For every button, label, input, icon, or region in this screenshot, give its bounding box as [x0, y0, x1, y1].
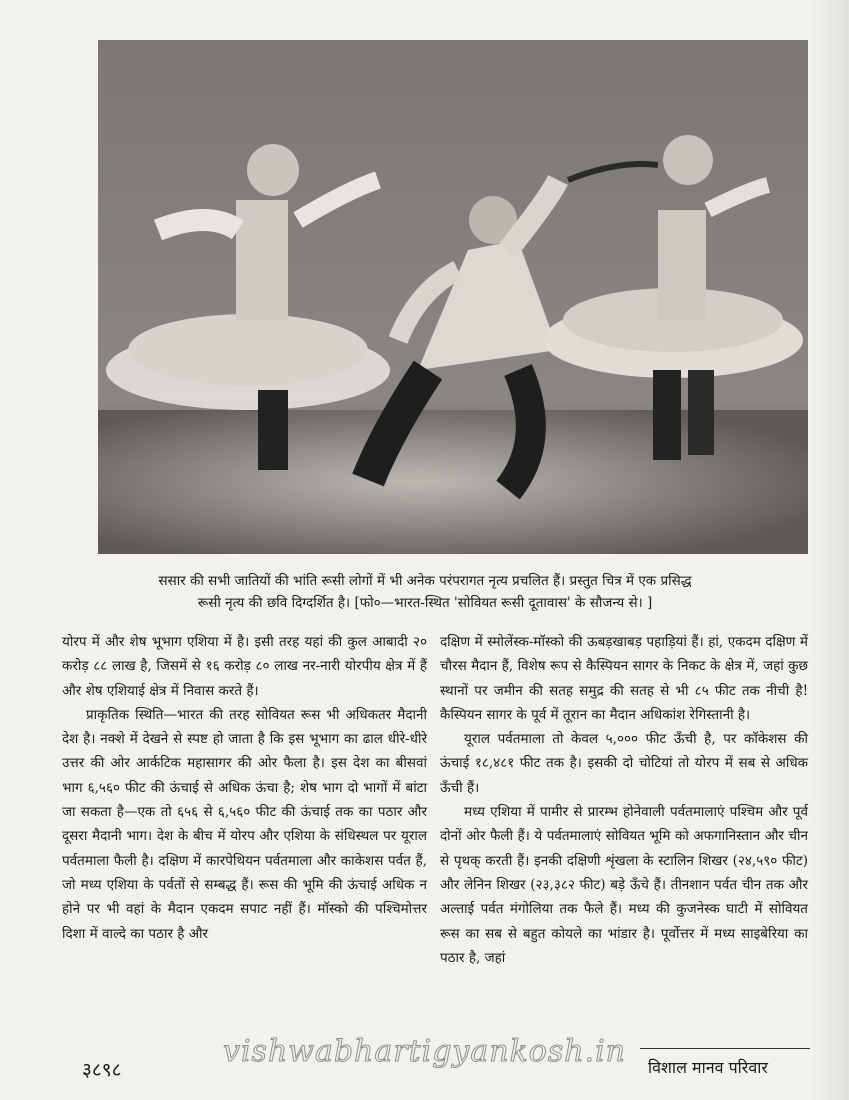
right-paragraph-1: दक्षिण में स्मोलेंस्क-मॉस्को की ऊबड़खाबड़ पहाड़ियां हैं। हां, एकदम दक्षिण में चौरस मैदान हैं, विशेष रूप से कैस्पियन सागर के निकट के क्षेत्र में, जहां कुछ स्थानों पर जमीन की सतह समुद्र की सतह से भी ८५ फीट तक नीची है! कैस्पियन सागर के पूर्व में तूरान का मैदान अधिकांश रेगिस्तानी है। — [440, 634, 808, 723]
footer-divider — [640, 1048, 810, 1049]
left-paragraph-2: प्राकृतिक स्थिति—भारत की तरह सोवियत रूस भी अधिकतर मैदानी देश है। नक्शे में देखने से स्पष्ट हो जाता है कि इस भूभाग का ढाल धीरे-धीरे उत्तर की ओर आर्कटिक महासागर की ओर फैला है। इस देश का बीसवां भाग ६,५६० फीट की ऊंचाई से अधिक ऊंचा है; शेष भाग दो भागों में बांटा जा सकता है—एक तो ६५६ से ६,५६० फीट की ऊंचाई तक का पठार और दूसरा मैदानी भाग। देश के बीच में योरप और एशिया के संधिस्थल पर यूराल पर्वतमाला फैली है। दक्षिण में कारपेथियन पर्वतमाला और काकेशस पर्वत हैं, जो मध्य एशिया के पर्वतों से सम्बद्ध हैं। रूस की भूमि की ऊंचाई अधिक न होने पर भी वहां के मैदान एकदम सपाट नहीं हैं। मॉस्को की पश्चिमोत्तर दिशा में वाल्दे का पठार है और — [62, 706, 427, 942]
page-edge-shadow — [809, 0, 849, 1100]
caption-line-1: ससार की सभी जातियों की भांति रूसी लोगों में भी अनेक परंपरागत नृत्य प्रचलित हैं। प्रस्तुत चित्र में एक प्रसिद्ध — [158, 573, 692, 589]
dancers-photo-icon — [98, 40, 808, 554]
left-column — [62, 630, 427, 946]
watermark: vishwabhartigyankosh.in — [223, 1034, 626, 1069]
right-paragraph-2: यूराल पर्वतमाला तो केवल ५,००० फीट ऊँची है, पर कॉकेशस की ऊंचाई १८,४८१ फीट तक है। इसकी दो चोटियां तो योरप में सब से अधिक ऊँची हैं। — [440, 731, 808, 796]
right-column — [440, 630, 808, 970]
photo-caption — [60, 570, 790, 614]
caption-line-2: रूसी नृत्य की छवि दिग्दर्शित है। [फो०—भारत-स्थित 'सोवियत रूसी दूतावास' के सौजन्य से। ] — [197, 595, 653, 611]
running-title: विशाल मानव परिवार — [648, 1058, 768, 1077]
left-paragraph-1: योरप में और शेष भूभाग एशिया में है। इसी तरह यहां की कुल आबादी २० करोड़ ८८ लाख है, जिसमें से १६ करोड़ ८० लाख नर-नारी योरपीय क्षेत्र में हैं और शेष एशियाई क्षेत्र में निवास करते हैं। — [62, 634, 427, 699]
right-paragraph-3: मध्य एशिया में पामीर से प्रारम्भ होनेवाली पर्वतमालाएं पश्चिम और पूर्व दोनों ओर फैली हैं। ये पर्वतमालाएं सोवियत भूमि को अफगानिस्तान और चीन से पृथक् करती हैं। इनकी दक्षिणी शृंखला के स्टालिन शिखर (२४,५९० फीट) और लेनिन शिखर (२३,३८२ फीट) बड़े ऊँचे हैं। तीनशान पर्वत चीन तक और अल्ताई पर्वत मंगोलिया तक फैले हैं। मध्य की कुजनेस्क घाटी में सोवियत रूस का सब से बहुत कोयले का भांडार है। पूर्वोत्तर में मध्य साइबेरिया का पठार है, जहां — [440, 804, 808, 966]
page-number: ३८९८ — [82, 1059, 122, 1081]
dancers-photo — [98, 40, 808, 554]
